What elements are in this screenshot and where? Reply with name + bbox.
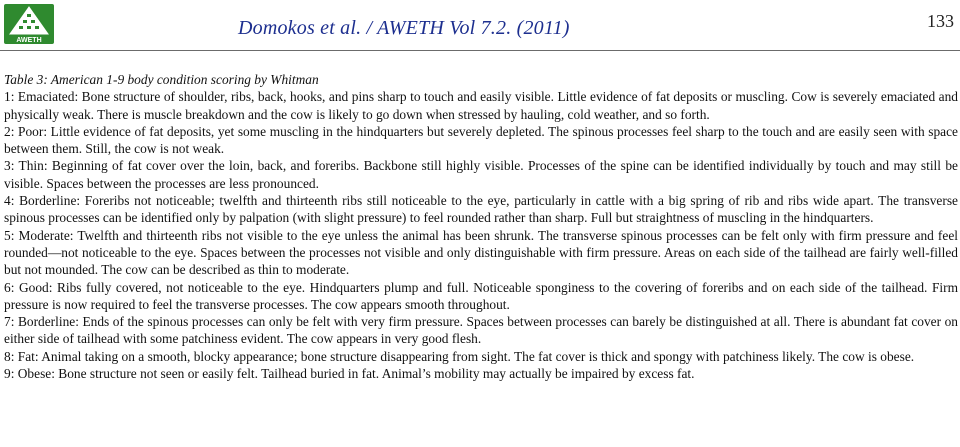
score-item-6: 6: Good: Ribs fully covered, not noticeable to the eye. Hindquarters plump and full. Noticeable sponginess to the covering of foreribs and on each side of the tailhead. Firm pressure is now required to feel the transverse processes. The cow appears smooth throughout. (4, 279, 958, 312)
header-divider (0, 50, 960, 51)
journal-title: Domokos et al. / AWETH Vol 7.2. (2011) (238, 17, 570, 39)
score-item-7: 7: Borderline: Ends of the spinous processes can only be felt with very firm pressure. Spaces between processes can barely be distinguished at all. There is abundant fat cover on either side of tailhead with some patchiness evident. The cow appears in very good flesh. (4, 314, 958, 347)
score-item-4: 4: Borderline: Foreribs not noticeable; twelfth and thirteenth ribs still noticeable to the eye, particularly in cattle with a big spring of rib and ribs wide apart. The transverse spinous processes can be identified only by palpation (with slight pressure) to feel rounded rather than sharp. Full but straightness of muscling in the hindquarters. (4, 193, 958, 226)
score-item-5: 5: Moderate: Twelfth and thirteenth ribs not visible to the eye unless the animal has been shrunk. The transverse spinous processes can be felt only with firm pressure and feel rounded—not noticeable to the eye. Spaces between the processes not visible and only distinguishable with firm pressure. Areas on each side of the tailhead are fairly well-filled but not mounded. The cow can be described as thin to moderate. (4, 227, 958, 278)
page-number: 133 (927, 11, 954, 31)
table-caption: Table 3: American 1-9 body condition scoring by Whitman (4, 72, 319, 87)
logo-triangle-icon (4, 4, 54, 44)
score-item-2: 2: Poor: Little evidence of fat deposits, yet some muscling in the hindquarters but severely depleted. The spinous processes feel sharp to the touch and are easily seen with space between them. Still, the cow is not weak. (4, 123, 958, 157)
page-header (0, 0, 960, 52)
score-item-1: 1: Emaciated: Bone structure of shoulder, ribs, back, hooks, and pins sharp to touch and easily visible. Little evidence of fat deposits or muscling. Cow is severely emaciated and physically weak. There is muscle breakdown and the cow is likely to go down when stressed by hauling, cold weather, and so forth. (4, 89, 958, 122)
journal-logo (4, 4, 54, 44)
score-item-8: 8: Fat: Animal taking on a smooth, blocky appearance; bone structure disappearing from sight. The fat cover is thick and spongy with patchiness likely. The cow is obese. (4, 348, 915, 364)
logo-text: AWETH (16, 37, 42, 44)
table-body (4, 71, 958, 382)
score-item-9: 9: Obese: Bone structure not seen or easily felt. Tailhead buried in fat. Animal’s mobility may actually be impaired by excess fat. (4, 366, 695, 382)
score-item-3: 3: Thin: Beginning of fat cover over the loin, back, and foreribs. Backbone still highly visible. Processes of the spine can be identified individually by touch and may still be visible. Spaces between the processes are less pronounced. (4, 158, 958, 191)
